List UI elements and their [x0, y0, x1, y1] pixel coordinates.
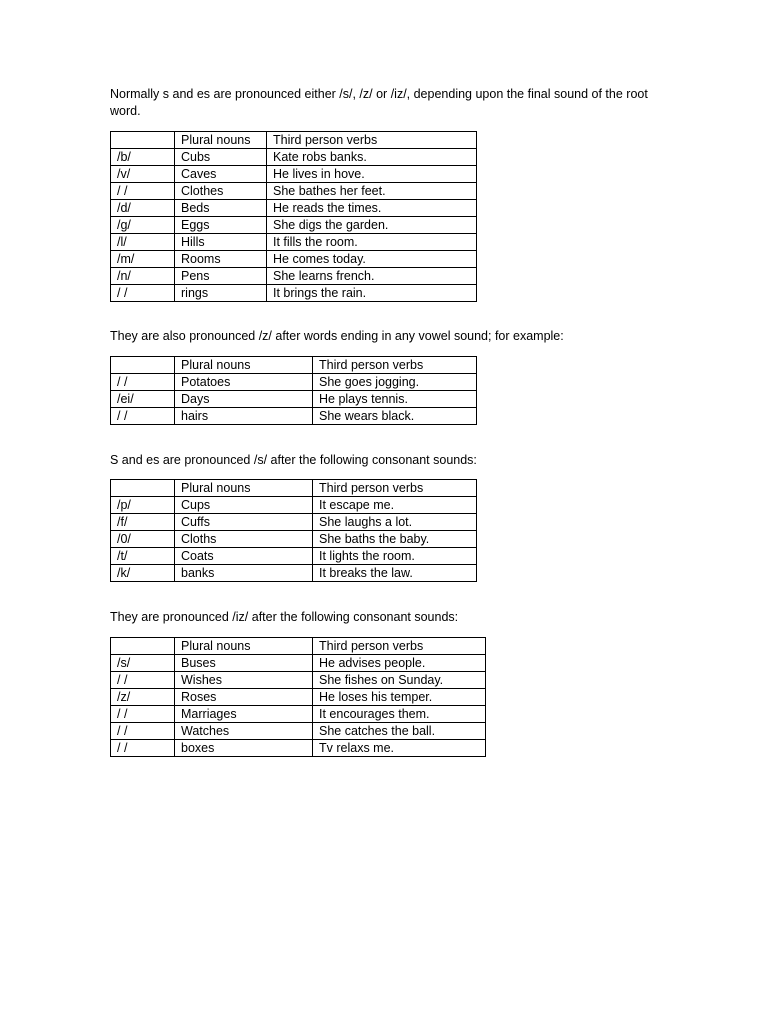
verb-example-cell: He lives in hove. [267, 166, 477, 183]
table-row [111, 531, 477, 548]
table-row [111, 672, 486, 689]
verb-example-cell: He reads the times. [267, 200, 477, 217]
verb-example-cell: She bathes her feet. [267, 183, 477, 200]
plural-noun-cell: Clothes [175, 183, 267, 200]
sound-cell: /g/ [111, 217, 175, 234]
verb-example-cell: It lights the room. [313, 548, 477, 565]
column-header: Plural nouns [175, 480, 313, 497]
plural-noun-cell: Caves [175, 166, 267, 183]
column-header: Plural nouns [175, 357, 313, 374]
verb-example-cell: It fills the room. [267, 234, 477, 251]
plural-noun-cell: Cuffs [175, 514, 313, 531]
sound-cell: /z/ [111, 689, 175, 706]
table-row [111, 565, 477, 582]
sound-cell: /n/ [111, 268, 175, 285]
plural-noun-cell: Buses [175, 655, 313, 672]
table-row [111, 740, 486, 757]
sound-cell: /d/ [111, 200, 175, 217]
sound-cell: /k/ [111, 565, 175, 582]
sound-cell: /v/ [111, 166, 175, 183]
plural-noun-cell: banks [175, 565, 313, 582]
verb-example-cell: She learns french. [267, 268, 477, 285]
voiceless-paragraph: S and es are pronounced /s/ after the following consonant sounds: [110, 453, 477, 467]
plural-noun-cell: Hills [175, 234, 267, 251]
plural-noun-cell: rings [175, 285, 267, 302]
sound-cell: / / [111, 672, 175, 689]
plural-noun-cell: Wishes [175, 672, 313, 689]
verb-example-cell: Kate robs banks. [267, 149, 477, 166]
verb-example-cell: She wears black. [313, 408, 477, 425]
table-row [111, 149, 477, 166]
verb-example-cell: It brings the rain. [267, 285, 477, 302]
table-row [111, 285, 477, 302]
table-header-row [111, 638, 486, 655]
plural-noun-cell: Coats [175, 548, 313, 565]
column-header [111, 132, 175, 149]
plural-noun-cell: Eggs [175, 217, 267, 234]
sound-cell: / / [111, 285, 175, 302]
verb-example-cell: She fishes on Sunday. [313, 672, 486, 689]
sound-cell: /ei/ [111, 391, 175, 408]
table-row [111, 183, 477, 200]
sibilant-paragraph: They are pronounced /iz/ after the following consonant sounds: [110, 610, 459, 624]
verb-example-cell: She baths the baby. [313, 531, 477, 548]
table-row [111, 514, 477, 531]
sound-cell: / / [111, 706, 175, 723]
table-body [111, 132, 477, 302]
table-row [111, 234, 477, 251]
sound-cell: /s/ [111, 655, 175, 672]
verb-example-cell: It escape me. [313, 497, 477, 514]
verb-example-cell: Tv relaxs me. [313, 740, 486, 757]
plural-noun-cell: Pens [175, 268, 267, 285]
column-header: Third person verbs [313, 638, 486, 655]
verb-example-cell: He plays tennis. [313, 391, 477, 408]
table-header-row [111, 132, 477, 149]
plural-noun-cell: Watches [175, 723, 313, 740]
table-voiceless-consonants [110, 479, 477, 582]
sound-cell: / / [111, 723, 175, 740]
sound-cell: /t/ [111, 548, 175, 565]
sound-cell: /b/ [111, 149, 175, 166]
verb-example-cell: He comes today. [267, 251, 477, 268]
table-row [111, 655, 486, 672]
sound-cell: / / [111, 740, 175, 757]
verb-example-cell: It breaks the law. [313, 565, 477, 582]
column-header [111, 357, 175, 374]
plural-noun-cell: Roses [175, 689, 313, 706]
sound-cell: / / [111, 408, 175, 425]
column-header: Plural nouns [175, 638, 313, 655]
verb-example-cell: He loses his temper. [313, 689, 486, 706]
verb-example-cell: She digs the garden. [267, 217, 477, 234]
table-body [111, 480, 477, 582]
verb-example-cell: She laughs a lot. [313, 514, 477, 531]
table-sibilant-sounds [110, 637, 486, 757]
sound-cell: / / [111, 374, 175, 391]
plural-noun-cell: Rooms [175, 251, 267, 268]
plural-noun-cell: Marriages [175, 706, 313, 723]
intro-paragraph: Normally s and es are pronounced either /s/, /z/ or /iz/, depending upon the final sound of the root word. [110, 87, 648, 118]
column-header: Third person verbs [313, 357, 477, 374]
table-row [111, 391, 477, 408]
column-header [111, 480, 175, 497]
plural-noun-cell: Cloths [175, 531, 313, 548]
table-body [111, 357, 477, 425]
plural-noun-cell: Cubs [175, 149, 267, 166]
vowel-paragraph: They are also pronounced /z/ after words ending in any vowel sound; for example: [110, 329, 564, 343]
plural-noun-cell: Days [175, 391, 313, 408]
sound-cell: / / [111, 183, 175, 200]
sound-cell: /f/ [111, 514, 175, 531]
column-header: Third person verbs [313, 480, 477, 497]
column-header: Plural nouns [175, 132, 267, 149]
table-header-row [111, 480, 477, 497]
sound-cell: /p/ [111, 497, 175, 514]
table-vowel-sounds [110, 356, 477, 425]
verb-example-cell: It encourages them. [313, 706, 486, 723]
plural-noun-cell: hairs [175, 408, 313, 425]
verb-example-cell: He advises people. [313, 655, 486, 672]
verb-example-cell: She goes jogging. [313, 374, 477, 391]
column-header: Third person verbs [267, 132, 477, 149]
sound-cell: /l/ [111, 234, 175, 251]
sound-cell: /0/ [111, 531, 175, 548]
table-header-row [111, 357, 477, 374]
table-row [111, 200, 477, 217]
plural-noun-cell: boxes [175, 740, 313, 757]
table-row [111, 497, 477, 514]
verb-example-cell: She catches the ball. [313, 723, 486, 740]
table-row [111, 217, 477, 234]
plural-noun-cell: Beds [175, 200, 267, 217]
table-row [111, 723, 486, 740]
table-row [111, 374, 477, 391]
table-row [111, 706, 486, 723]
table-body [111, 638, 486, 757]
sound-cell: /m/ [111, 251, 175, 268]
table-row [111, 268, 477, 285]
plural-noun-cell: Cups [175, 497, 313, 514]
table-voiced-consonants [110, 131, 477, 302]
column-header [111, 638, 175, 655]
table-row [111, 689, 486, 706]
table-row [111, 166, 477, 183]
plural-noun-cell: Potatoes [175, 374, 313, 391]
table-row [111, 251, 477, 268]
table-row [111, 548, 477, 565]
table-row [111, 408, 477, 425]
